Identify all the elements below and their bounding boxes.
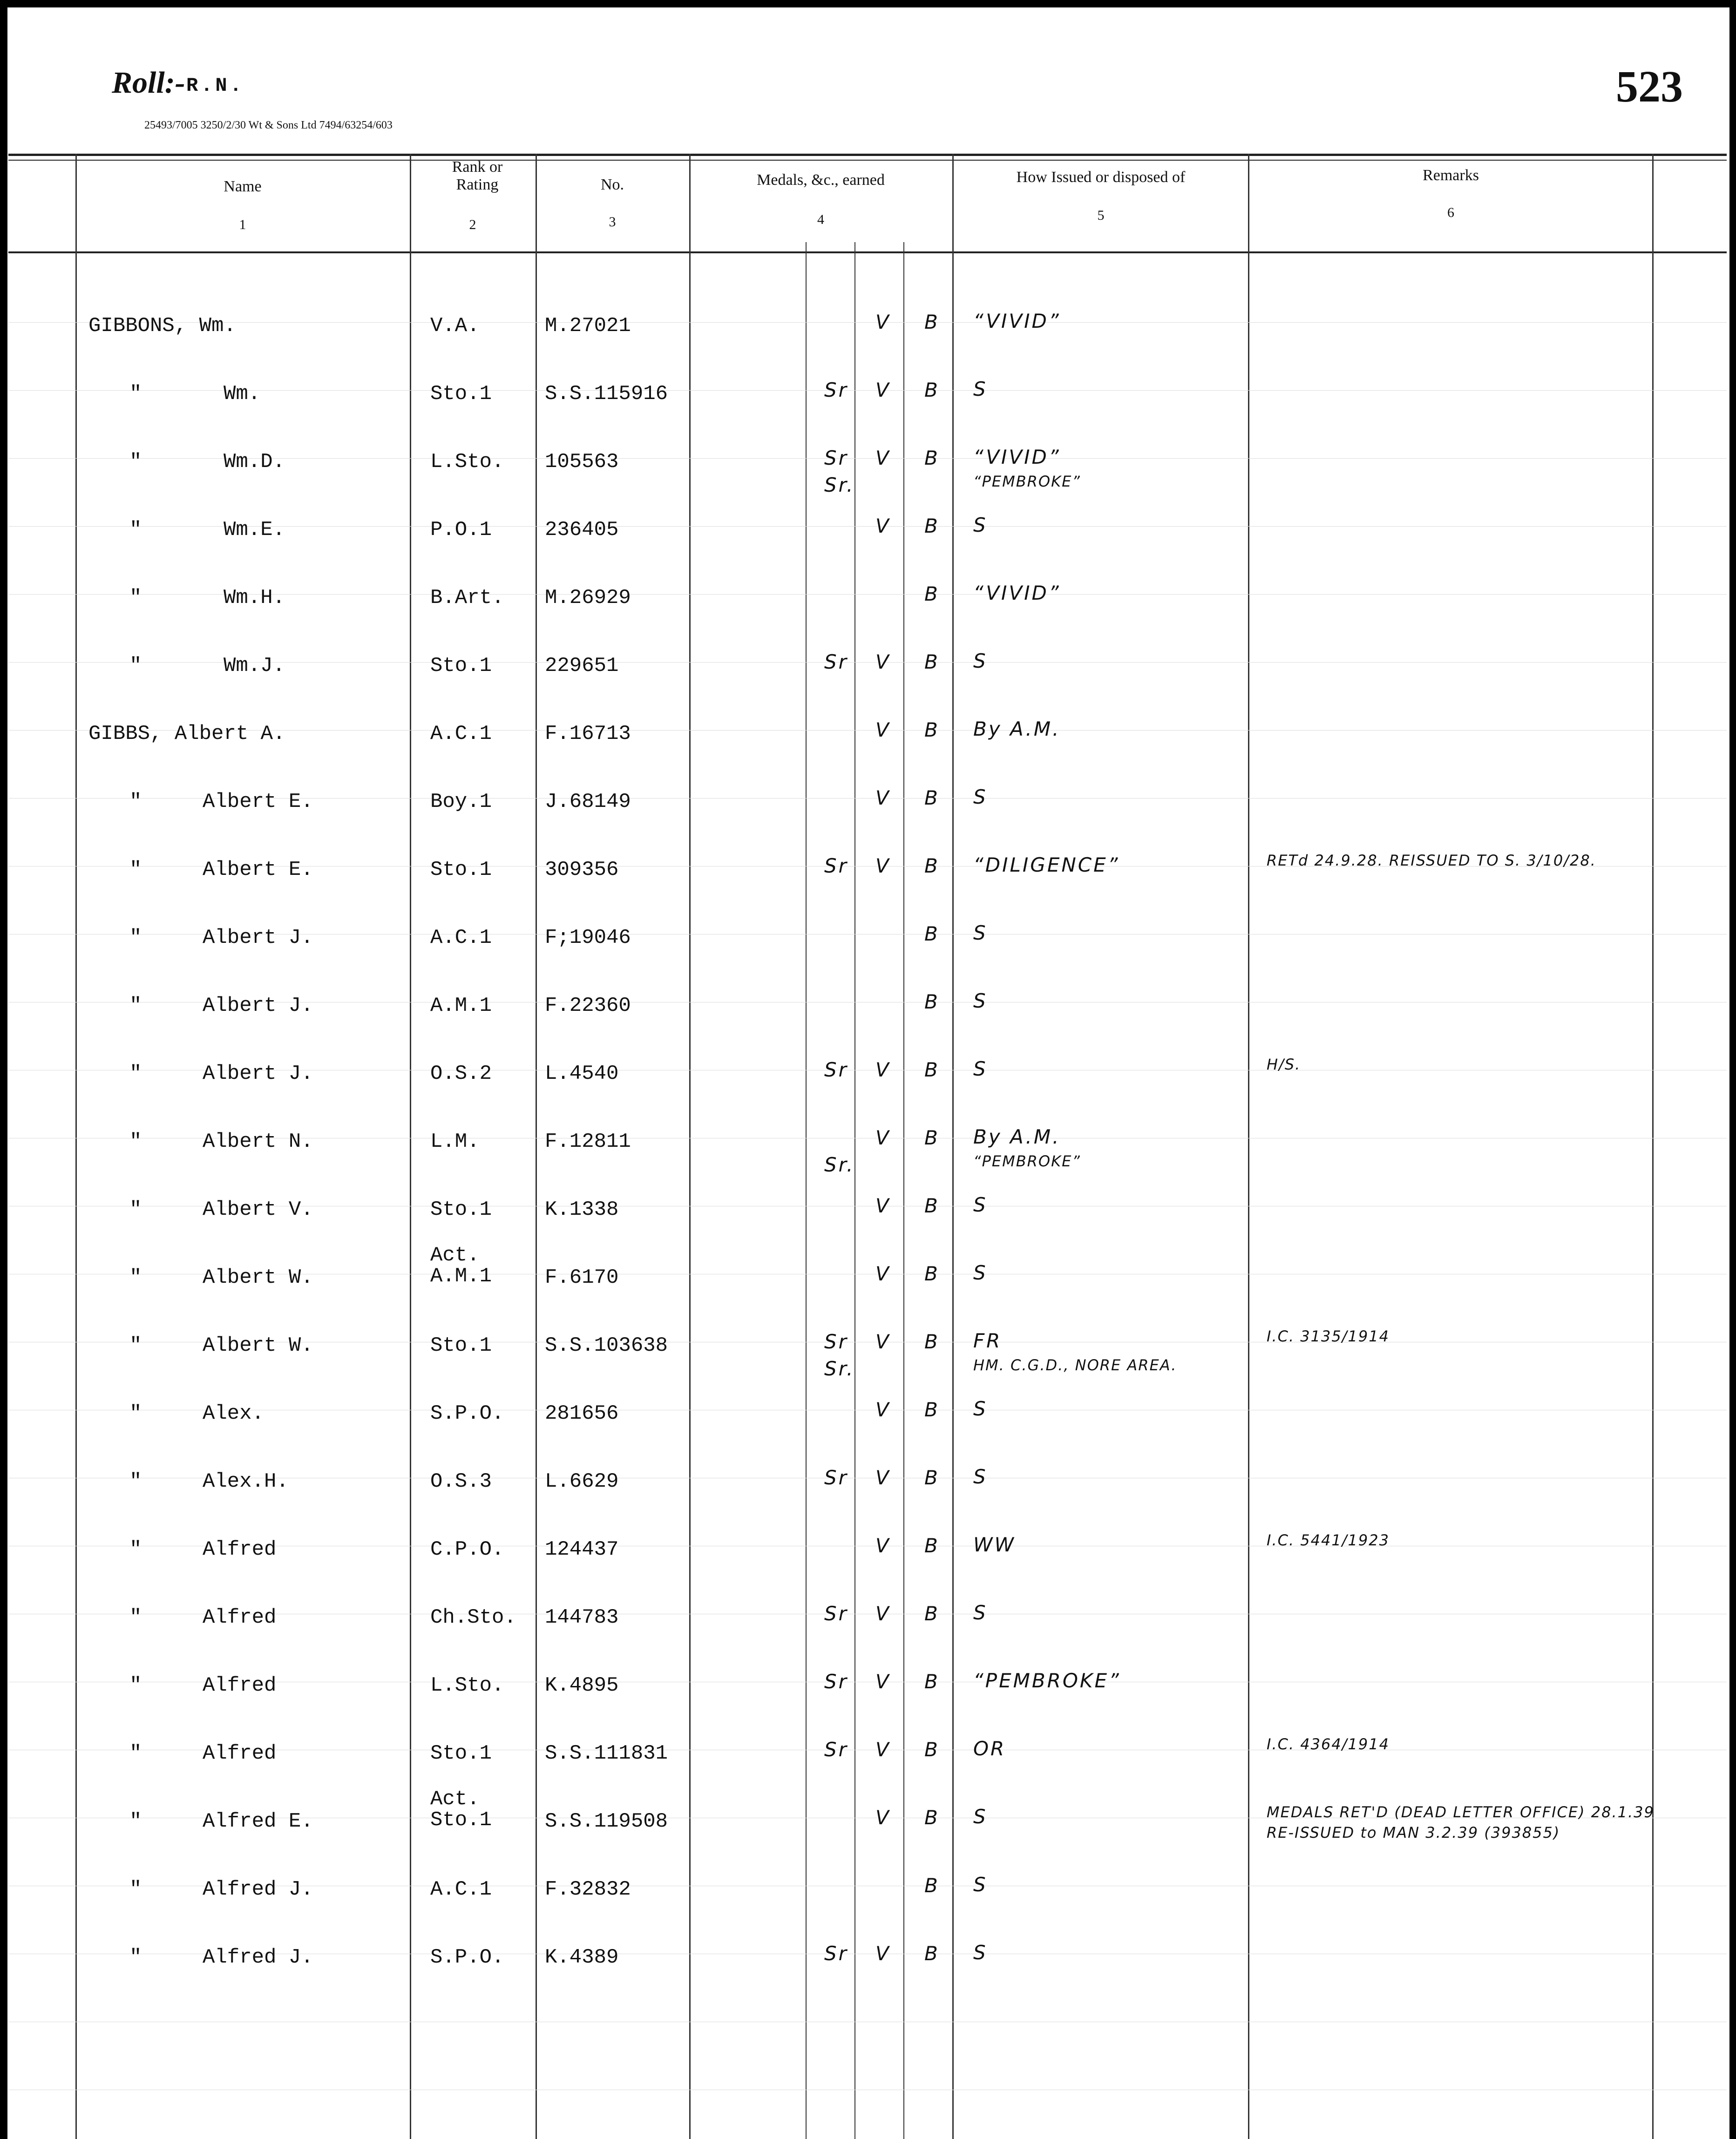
entry-issued: “VIVID”	[973, 310, 1061, 332]
scan-border-top	[0, 0, 1736, 7]
entry-issued: S	[973, 989, 988, 1012]
column-number-issued: 5	[1097, 208, 1105, 223]
roll-entry	[0, 343, 1736, 411]
entry-issued: S	[973, 1193, 988, 1216]
entry-issued: S	[973, 1261, 988, 1284]
entry-number: 236405	[545, 518, 619, 542]
entry-issued: S	[973, 785, 988, 808]
entry-surname: "	[129, 1334, 142, 1357]
entry-victory-mark: V	[875, 786, 891, 809]
entry-british-mark: B	[924, 447, 940, 469]
roll-entry	[0, 615, 1736, 683]
entry-rank: A.M.1	[430, 994, 492, 1017]
column-header-name: Name	[224, 178, 262, 195]
entry-issued: WW	[973, 1533, 1016, 1556]
entry-issued: By A.M.	[973, 1125, 1061, 1148]
entry-number: F.6170	[545, 1266, 619, 1289]
entry-issued: S	[973, 1057, 988, 1080]
entry-issued: S	[973, 921, 988, 944]
entry-issued: “DILIGENCE”	[973, 853, 1120, 876]
entry-rank: B.Art.	[430, 586, 504, 609]
entry-forename: Albert E.	[203, 790, 313, 813]
roll-entry	[0, 1430, 1736, 1498]
entry-forename: Alfred	[203, 1742, 277, 1765]
entry-number: S.S.111831	[545, 1742, 668, 1765]
entry-british-mark: B	[924, 1942, 940, 1965]
column-number-rank: 2	[469, 217, 476, 232]
entry-number: S.S.119508	[545, 1810, 668, 1833]
entry-british-mark: B	[924, 1398, 940, 1421]
entry-issued: S	[973, 1601, 988, 1624]
entry-surname: "	[129, 790, 142, 813]
entry-rank: S.P.O.	[430, 1946, 504, 1969]
entry-remark: H/S.	[1267, 1056, 1301, 1073]
entry-rank: Act.	[430, 1244, 480, 1267]
roll-entry	[0, 887, 1736, 954]
entry-forename: Alfred E.	[203, 1810, 313, 1833]
roll-entry	[0, 1226, 1736, 1294]
entry-issued: By A.M.	[973, 718, 1061, 740]
entry-forename: Albert V.	[203, 1198, 313, 1221]
entry-surname: "	[129, 1810, 142, 1833]
entry-surname: GIBBS, Albert A.	[88, 722, 285, 745]
entry-number: 229651	[545, 654, 619, 677]
entry-number: F.12811	[545, 1130, 631, 1153]
entry-surname: "	[129, 450, 142, 474]
header-rule-bottom	[8, 251, 1727, 253]
entry-remark: MEDALS RET'D (DEAD LETTER OFFICE) 28.1.39	[1267, 1803, 1655, 1821]
entry-remark-2: RE-ISSUED to MAN 3.2.39 (393855)	[1267, 1824, 1560, 1841]
entry-surname: "	[129, 1198, 142, 1221]
entry-star-mark-2: Sr.	[824, 1357, 855, 1380]
roll-entry	[0, 1022, 1736, 1090]
entry-issued: S	[973, 1941, 988, 1964]
entry-issued: S	[973, 1873, 988, 1896]
entry-rank: L.Sto.	[430, 450, 504, 474]
entry-issued: S	[973, 1805, 988, 1828]
entry-victory-mark: V	[875, 1126, 891, 1149]
entry-victory-mark: V	[875, 1398, 891, 1421]
entry-issued: S	[973, 514, 988, 536]
header-rule-top	[8, 154, 1727, 156]
entry-forename: Alfred J.	[203, 1946, 313, 1969]
column-header-no: No.	[600, 176, 624, 193]
entry-star-mark-2: Sr.	[824, 1153, 855, 1176]
entry-british-mark: B	[924, 1058, 940, 1081]
entry-british-mark: B	[924, 1262, 940, 1285]
roll-entry	[0, 1634, 1736, 1702]
entry-star-mark: Sr	[824, 1942, 848, 1965]
entry-forename: Albert J.	[203, 926, 313, 949]
entry-rank: P.O.1	[430, 518, 492, 542]
header-rule-top-thin	[8, 160, 1727, 161]
entry-forename: Albert W.	[203, 1266, 313, 1289]
entry-surname: "	[129, 654, 142, 677]
entry-issued: “PEMBROKE”	[973, 1669, 1121, 1692]
entry-forename: Alfred	[203, 1538, 277, 1561]
entry-surname: "	[129, 1062, 142, 1085]
entry-surname: "	[129, 1538, 142, 1561]
entry-british-mark: B	[924, 1602, 940, 1625]
entry-surname: GIBBONS, Wm.	[88, 314, 236, 338]
entry-forename: Albert N.	[203, 1130, 313, 1153]
column-header-remarks: Remarks	[1423, 167, 1479, 184]
entry-issued: FR	[973, 1329, 1002, 1352]
entry-victory-mark: V	[875, 1058, 891, 1081]
entry-british-mark: B	[924, 990, 940, 1013]
entry-surname: "	[129, 1606, 142, 1629]
entry-surname: "	[129, 1946, 142, 1969]
entry-star-mark: Sr	[824, 1670, 848, 1693]
entry-number: F.16713	[545, 722, 631, 745]
entry-rank: Sto.1	[430, 1198, 492, 1221]
entry-forename: Albert E.	[203, 858, 313, 881]
entry-issued: S	[973, 1397, 988, 1420]
entry-number: 309356	[545, 858, 619, 881]
entry-rank: V.A.	[430, 314, 480, 338]
entry-issued: OR	[973, 1737, 1006, 1760]
entry-victory-mark: V	[875, 311, 891, 333]
entry-rank: Boy.1	[430, 790, 492, 813]
entry-british-mark: B	[924, 1330, 940, 1353]
entry-rank: A.C.1	[430, 1878, 492, 1901]
entry-remark: I.C. 4364/1914	[1267, 1735, 1390, 1753]
entry-rank: S.P.O.	[430, 1402, 504, 1425]
printer-line: 25493/7005 3250/2/30 Wt & Sons Ltd 7494/63254/603	[144, 119, 393, 131]
entry-surname: "	[129, 858, 142, 881]
column-number-no: 3	[609, 214, 616, 230]
entry-british-mark: B	[924, 514, 940, 537]
roll-entry	[0, 1294, 1736, 1380]
column-number-remarks: 6	[1447, 205, 1454, 220]
roll-entry	[0, 1158, 1736, 1226]
entry-star-mark: Sr	[824, 854, 848, 877]
entry-forename: Wm.D.	[224, 450, 285, 474]
entry-forename: Alfred	[203, 1606, 277, 1629]
entry-british-mark: B	[924, 582, 940, 605]
entry-number: 124437	[545, 1538, 619, 1561]
entry-issued-2: HM. C.G.D., NORE AREA.	[973, 1356, 1177, 1374]
roll-entry	[0, 1498, 1736, 1566]
entry-british-mark: B	[924, 1194, 940, 1217]
entry-issued-2: “PEMBROKE”	[973, 473, 1081, 490]
entry-british-mark: B	[924, 1738, 940, 1761]
roll-entry	[0, 1566, 1736, 1634]
entry-victory-mark: V	[875, 650, 891, 673]
entry-rank: O.S.3	[430, 1470, 492, 1493]
entry-star-mark: Sr	[824, 1330, 848, 1353]
column-header-issued: How Issued or disposed of	[1016, 169, 1186, 186]
entry-star-mark-2: Sr.	[824, 474, 855, 496]
entry-star-mark: Sr	[824, 447, 848, 469]
entry-victory-mark: V	[875, 1670, 891, 1693]
entry-victory-mark: V	[875, 1738, 891, 1761]
roll-code: R.N.	[186, 74, 244, 97]
entry-british-mark: B	[924, 311, 940, 333]
entry-victory-mark: V	[875, 1330, 891, 1353]
entry-british-mark: B	[924, 1670, 940, 1693]
entry-issued: S	[973, 1465, 988, 1488]
roll-entry	[0, 275, 1736, 343]
entry-victory-mark: V	[875, 1534, 891, 1557]
roll-entry	[0, 819, 1736, 887]
roll-entry	[0, 1770, 1736, 1841]
entry-number: F.32832	[545, 1878, 631, 1901]
entry-forename: Albert W.	[203, 1334, 313, 1357]
entry-rank: Ch.Sto.	[430, 1606, 516, 1629]
entry-remark: RETd 24.9.28. REISSUED TO S. 3/10/28.	[1267, 852, 1596, 869]
entry-victory-mark: V	[875, 514, 891, 537]
entry-rank: L.Sto.	[430, 1674, 504, 1697]
entry-forename: Wm.E.	[224, 518, 285, 542]
entry-star-mark: Sr	[824, 1602, 848, 1625]
entry-number: M.26929	[545, 586, 631, 609]
entry-number: F;19046	[545, 926, 631, 949]
entry-remark: I.C. 3135/1914	[1267, 1327, 1390, 1345]
entry-forename: Wm.H.	[224, 586, 285, 609]
entry-rank-line2: Sto.1	[430, 1808, 492, 1832]
entry-issued: S	[973, 378, 988, 400]
entry-surname: "	[129, 1878, 142, 1901]
entry-number: J.68149	[545, 790, 631, 813]
entry-british-mark: B	[924, 379, 940, 401]
entry-number: S.S.115916	[545, 382, 668, 406]
roll-entry	[0, 683, 1736, 751]
entry-number: L.4540	[545, 1062, 619, 1085]
entry-rank: A.C.1	[430, 722, 492, 745]
entry-victory-mark: V	[875, 447, 891, 469]
entry-number: 281656	[545, 1402, 619, 1425]
entry-victory-mark: V	[875, 1262, 891, 1285]
entry-forename: Albert J.	[203, 1062, 313, 1085]
roll-entry	[0, 1838, 1736, 1906]
entry-surname: "	[129, 586, 142, 609]
entry-victory-mark: V	[875, 379, 891, 401]
entry-number: K.4389	[545, 1946, 619, 1969]
page-number: 523	[1616, 61, 1683, 111]
roll-entry	[0, 479, 1736, 547]
entry-surname: "	[129, 926, 142, 949]
entry-number: 144783	[545, 1606, 619, 1629]
entry-number: M.27021	[545, 314, 631, 338]
entry-star-mark: Sr	[824, 1738, 848, 1761]
entry-surname: "	[129, 1402, 142, 1425]
entry-star-mark: Sr	[824, 1466, 848, 1489]
entry-rank: Sto.1	[430, 1742, 492, 1765]
entry-rank: O.S.2	[430, 1062, 492, 1085]
entry-british-mark: B	[924, 1126, 940, 1149]
entry-rank: Sto.1	[430, 382, 492, 406]
entry-number: F.22360	[545, 994, 631, 1017]
entry-surname: "	[129, 1742, 142, 1765]
entry-rank-line2: A.M.1	[430, 1265, 492, 1288]
roll-entry	[0, 1702, 1736, 1770]
entry-british-mark: B	[924, 650, 940, 673]
entry-number: S.S.103638	[545, 1334, 668, 1357]
entry-victory-mark: V	[875, 718, 891, 741]
entry-issued: “VIVID”	[973, 446, 1061, 468]
entry-surname: "	[129, 382, 142, 406]
entry-victory-mark: V	[875, 854, 891, 877]
entry-british-mark: B	[924, 786, 940, 809]
entry-issued: “VIVID”	[973, 582, 1061, 604]
entry-surname: "	[129, 1266, 142, 1289]
entry-issued-2: “PEMBROKE”	[973, 1152, 1081, 1170]
entry-rank: C.P.O.	[430, 1538, 504, 1561]
entry-forename: Alfred	[203, 1674, 277, 1697]
entry-victory-mark: V	[875, 1602, 891, 1625]
entry-surname: "	[129, 1130, 142, 1153]
column-number-name: 1	[239, 217, 246, 232]
entry-british-mark: B	[924, 1874, 940, 1897]
entry-rank: Sto.1	[430, 654, 492, 677]
entry-forename: Alex.H.	[203, 1470, 289, 1493]
entry-victory-mark: V	[875, 1194, 891, 1217]
roll-entry	[0, 751, 1736, 819]
entry-number: K.1338	[545, 1198, 619, 1221]
column-header-rank: Rank or Rating	[452, 158, 503, 193]
entry-number: L.6629	[545, 1470, 619, 1493]
roll-entry	[0, 547, 1736, 615]
roll-label: Roll:-	[112, 66, 185, 100]
roll-entry	[0, 1906, 1736, 1974]
column-number-medals: 4	[817, 212, 824, 227]
entry-surname: "	[129, 1470, 142, 1493]
entry-star-mark: Sr	[824, 650, 848, 673]
entry-rank: A.C.1	[430, 926, 492, 949]
entry-british-mark: B	[924, 922, 940, 945]
column-header-medals: Medals, &c., earned	[757, 171, 885, 189]
roll-entry	[0, 1362, 1736, 1430]
entry-british-mark: B	[924, 718, 940, 741]
entry-british-mark: B	[924, 854, 940, 877]
entry-remark: I.C. 5441/1923	[1267, 1531, 1390, 1549]
entry-british-mark: B	[924, 1534, 940, 1557]
entry-star-mark: Sr	[824, 1058, 848, 1081]
roll-entry	[0, 1090, 1736, 1176]
entry-surname: "	[129, 994, 142, 1017]
entry-rank: Sto.1	[430, 1334, 492, 1357]
entry-british-mark: B	[924, 1466, 940, 1489]
entry-forename: Albert J.	[203, 994, 313, 1017]
entry-rank: L.M.	[430, 1130, 480, 1153]
entry-surname: "	[129, 518, 142, 542]
roll-entry	[0, 954, 1736, 1022]
entry-rank: Sto.1	[430, 858, 492, 881]
entry-star-mark: Sr	[824, 379, 848, 401]
entry-victory-mark: V	[875, 1806, 891, 1829]
entry-number: K.4895	[545, 1674, 619, 1697]
entry-issued: S	[973, 650, 988, 672]
entry-rank: Act.	[430, 1787, 480, 1811]
entry-number: 105563	[545, 450, 619, 474]
entry-forename: Alex.	[203, 1402, 264, 1425]
entry-forename: Wm.	[224, 382, 261, 406]
entry-surname: "	[129, 1674, 142, 1697]
entry-forename: Alfred J.	[203, 1878, 313, 1901]
entry-victory-mark: V	[875, 1942, 891, 1965]
entry-british-mark: B	[924, 1806, 940, 1829]
roll-entry	[0, 411, 1736, 496]
entry-victory-mark: V	[875, 1466, 891, 1489]
entry-forename: Wm.J.	[224, 654, 285, 677]
